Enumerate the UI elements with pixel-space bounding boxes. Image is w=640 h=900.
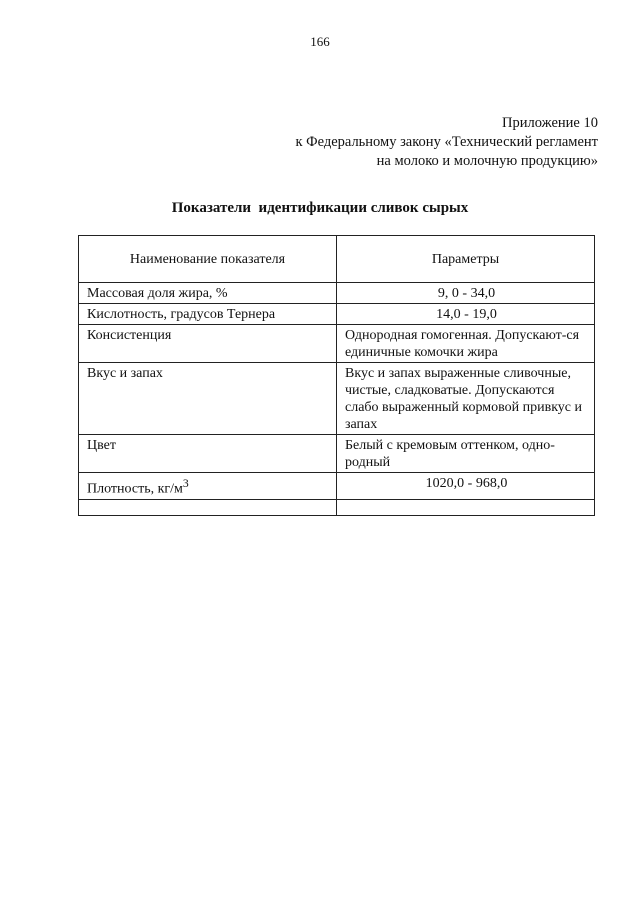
appendix-header xyxy=(295,114,598,171)
row-name: Вкус и запах xyxy=(79,363,337,435)
header-name: Наименование показателя xyxy=(79,236,337,283)
row-name: Цвет xyxy=(79,435,337,473)
parameters-table xyxy=(78,235,595,516)
row-value: Белый с кремовым оттенком, одно-родный xyxy=(337,435,595,473)
row-name xyxy=(79,473,337,500)
table-row xyxy=(79,435,595,473)
row-name: Кислотность, градусов Тернера xyxy=(79,304,337,325)
row-name-superscript: 3 xyxy=(182,477,189,490)
row-name: Консистенция xyxy=(79,325,337,363)
row-value: Вкус и запах выраженные сливочные, чистые, сладковатые. Допускаются слабо выраженный кормовой привкус и запах xyxy=(337,363,595,435)
document-title: Показатели идентификации сливок сырых xyxy=(171,200,469,216)
spacer-cell xyxy=(337,499,595,515)
table-spacer-row xyxy=(79,499,595,515)
row-value: 9, 0 - 34,0 xyxy=(337,283,595,304)
row-value: 14,0 - 19,0 xyxy=(337,304,595,325)
page-number: 166 xyxy=(310,34,330,49)
table-row xyxy=(79,304,595,325)
row-name: Массовая доля жира, % xyxy=(79,283,337,304)
table-row xyxy=(79,363,595,435)
row-value: Однородная гомогенная. Допускают-ся единичные комочки жира xyxy=(337,325,595,363)
appendix-line-1: Приложение 10 xyxy=(502,115,598,131)
appendix-line-3: на молоко и молочную продукцию» xyxy=(376,153,598,169)
row-name-text: Плотность, кг/м xyxy=(87,481,183,497)
table-row xyxy=(79,325,595,363)
header-params: Параметры xyxy=(337,236,595,283)
table-header-row xyxy=(79,236,595,283)
table-row xyxy=(79,283,595,304)
table-row xyxy=(79,473,595,500)
spacer-cell xyxy=(79,499,337,515)
row-value: 1020,0 - 968,0 xyxy=(337,473,595,500)
appendix-line-2: к Федеральному закону «Технический регламент xyxy=(295,134,598,150)
